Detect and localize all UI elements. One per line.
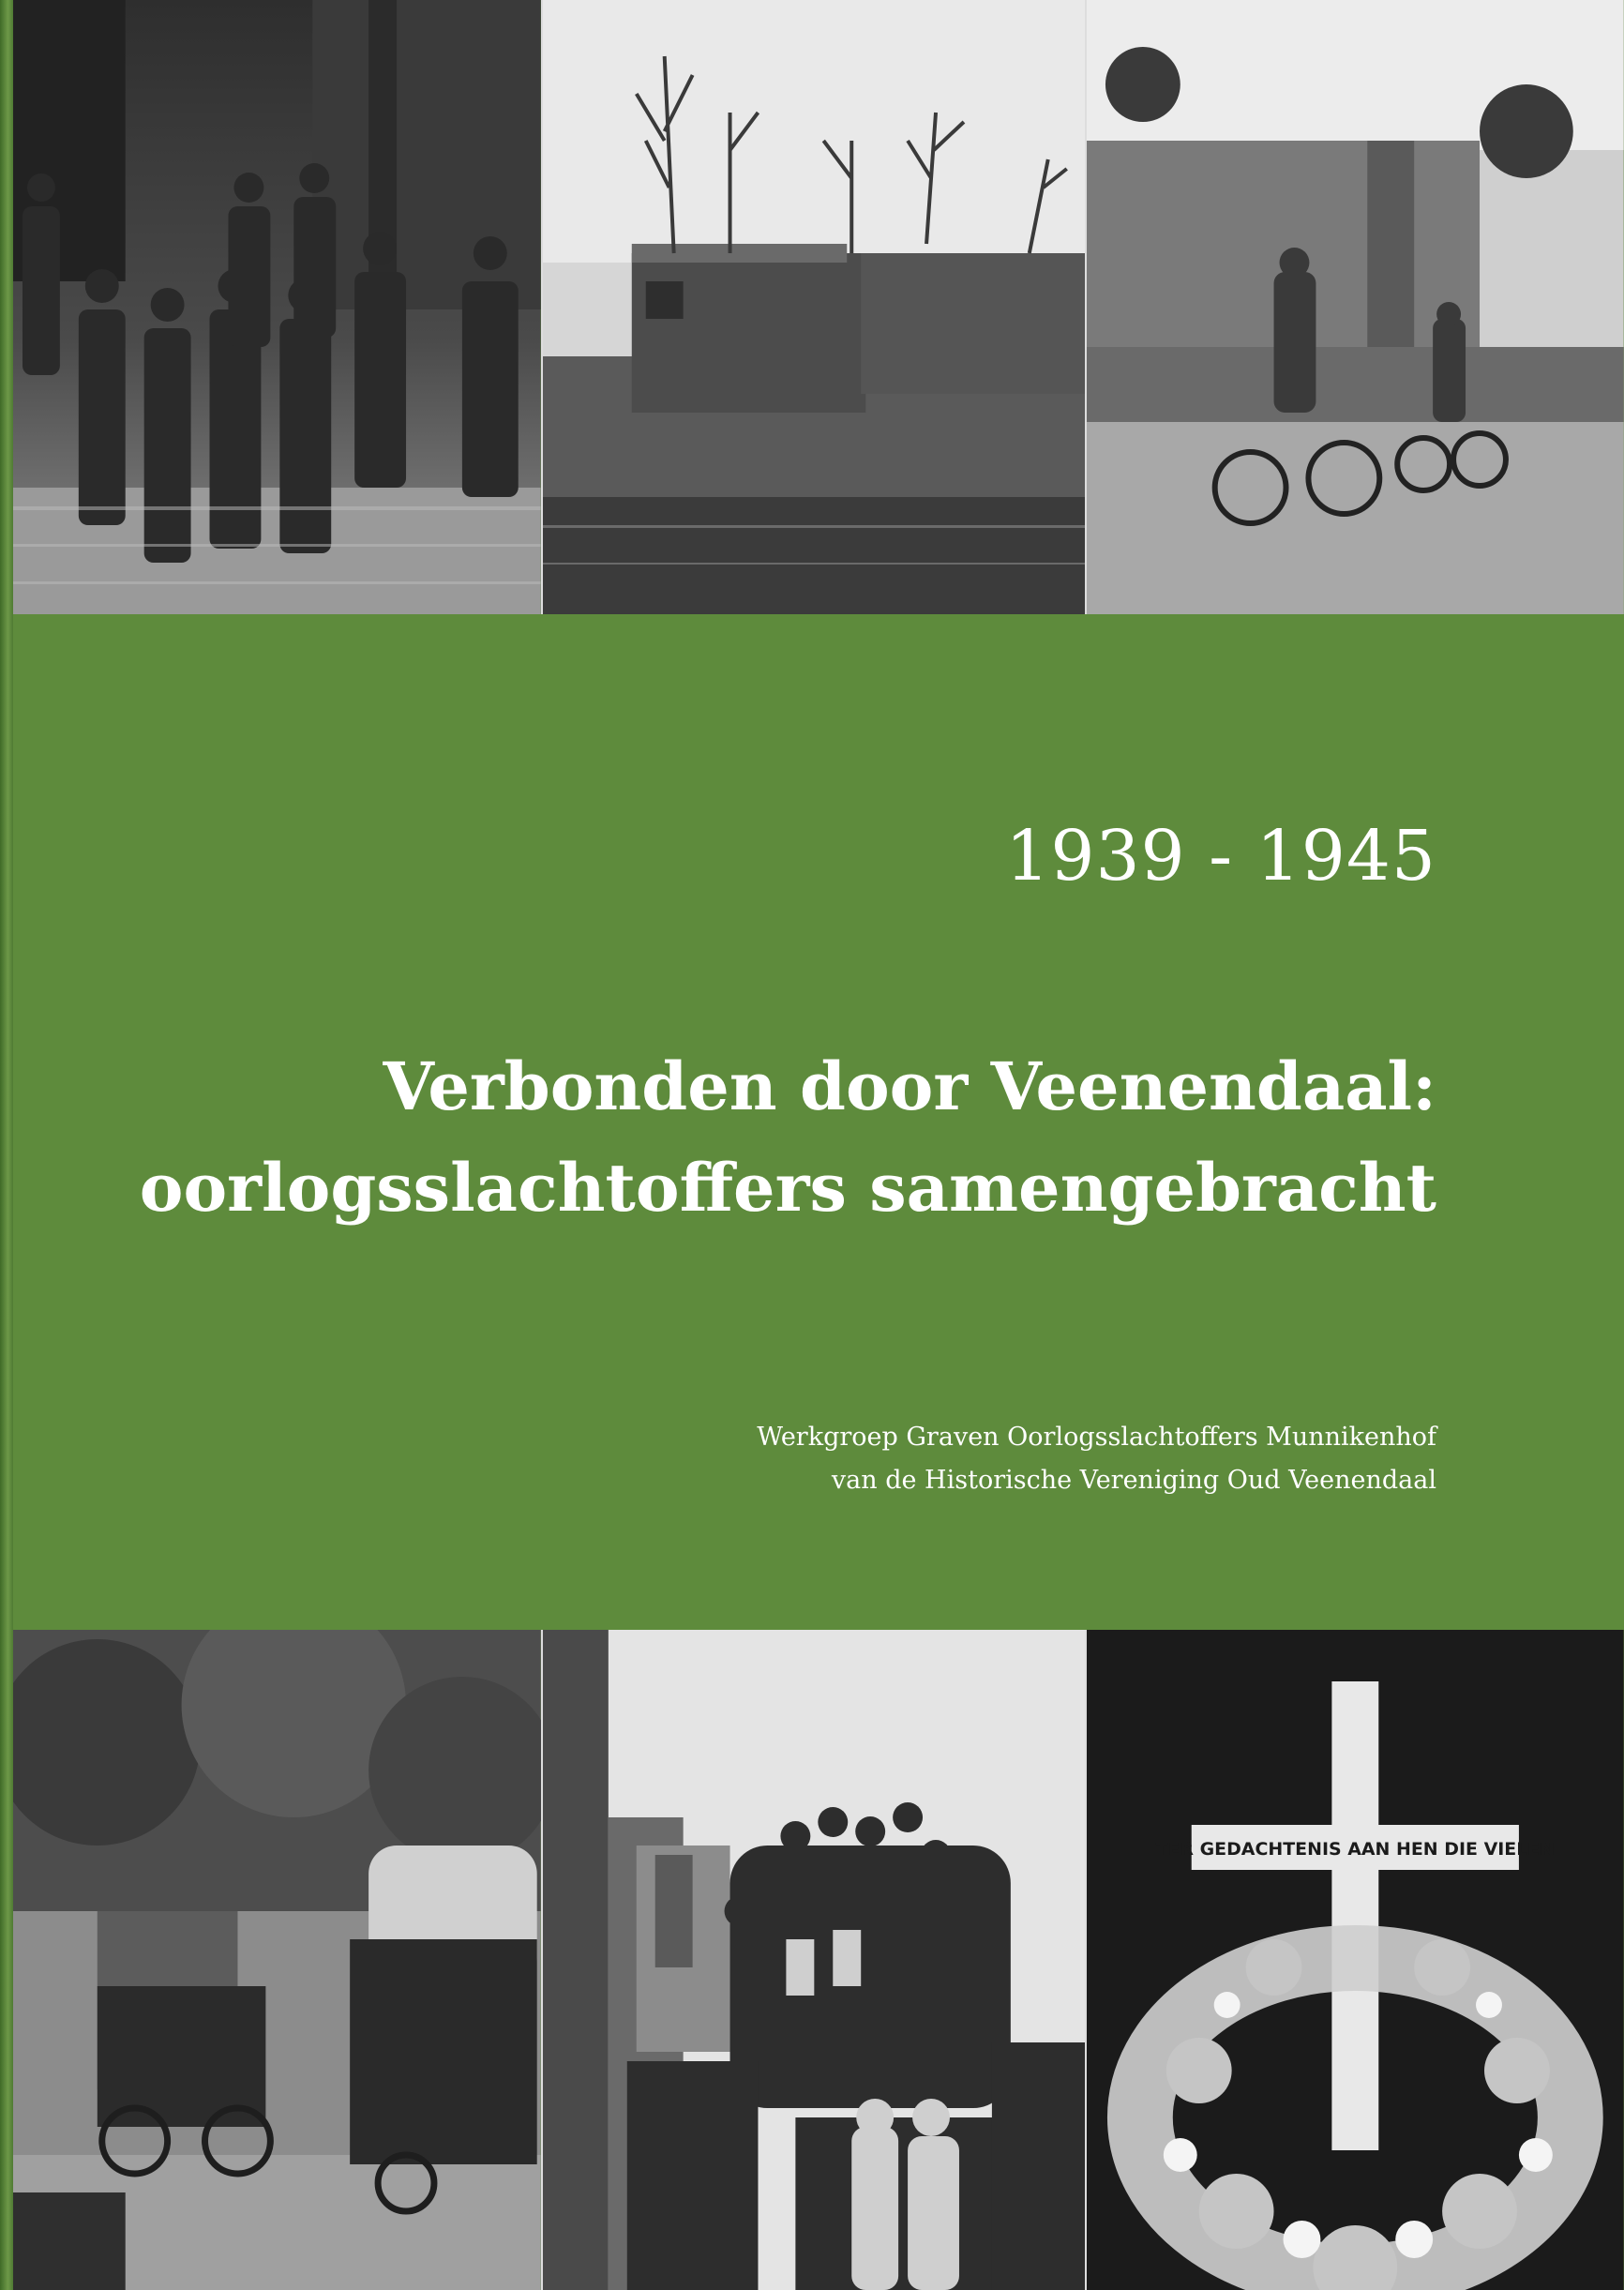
book-title-line-1: Verbonden door Veenendaal: — [383, 1047, 1436, 1125]
book-title-line-2: oorlogsslachtoffers samengebracht — [139, 1149, 1436, 1227]
liberation-crowd-photo-icon — [543, 1630, 1086, 2290]
memorial-inscription: TER GEDACHTENIS AAN HEN DIE VIELEN — [1155, 1838, 1556, 1861]
years: 1939 - 1945 — [1005, 816, 1436, 896]
book-spine — [0, 0, 13, 2290]
memorial-cross-photo — [1087, 1630, 1624, 2290]
soldiers-photo-icon — [13, 0, 541, 614]
bunker-landscape-photo — [543, 0, 1088, 614]
liberation-crowd-photo — [543, 1630, 1088, 2290]
cyclists-ruins-photo — [1087, 0, 1624, 614]
book-title — [140, 1036, 1436, 1239]
memorial-cross-photo-icon — [1087, 1630, 1624, 2290]
horse-carts-photo-icon — [13, 1630, 541, 2290]
bunker-landscape-photo-icon — [543, 0, 1086, 614]
cyclists-ruins-photo-icon — [1087, 0, 1624, 614]
book-author-line-2: van de Historische Vereniging Oud Veenendaal — [831, 1466, 1436, 1495]
book-author-line-1: Werkgroep Graven Oorlogsslachtoffers Munnikenhof — [757, 1423, 1436, 1452]
book-author — [757, 1416, 1436, 1502]
horse-carts-photo — [13, 1630, 543, 2290]
top-photo-row — [13, 0, 1624, 614]
soldiers-photo — [13, 0, 543, 614]
title-band — [13, 614, 1624, 1630]
bottom-photo-row — [13, 1630, 1624, 2290]
